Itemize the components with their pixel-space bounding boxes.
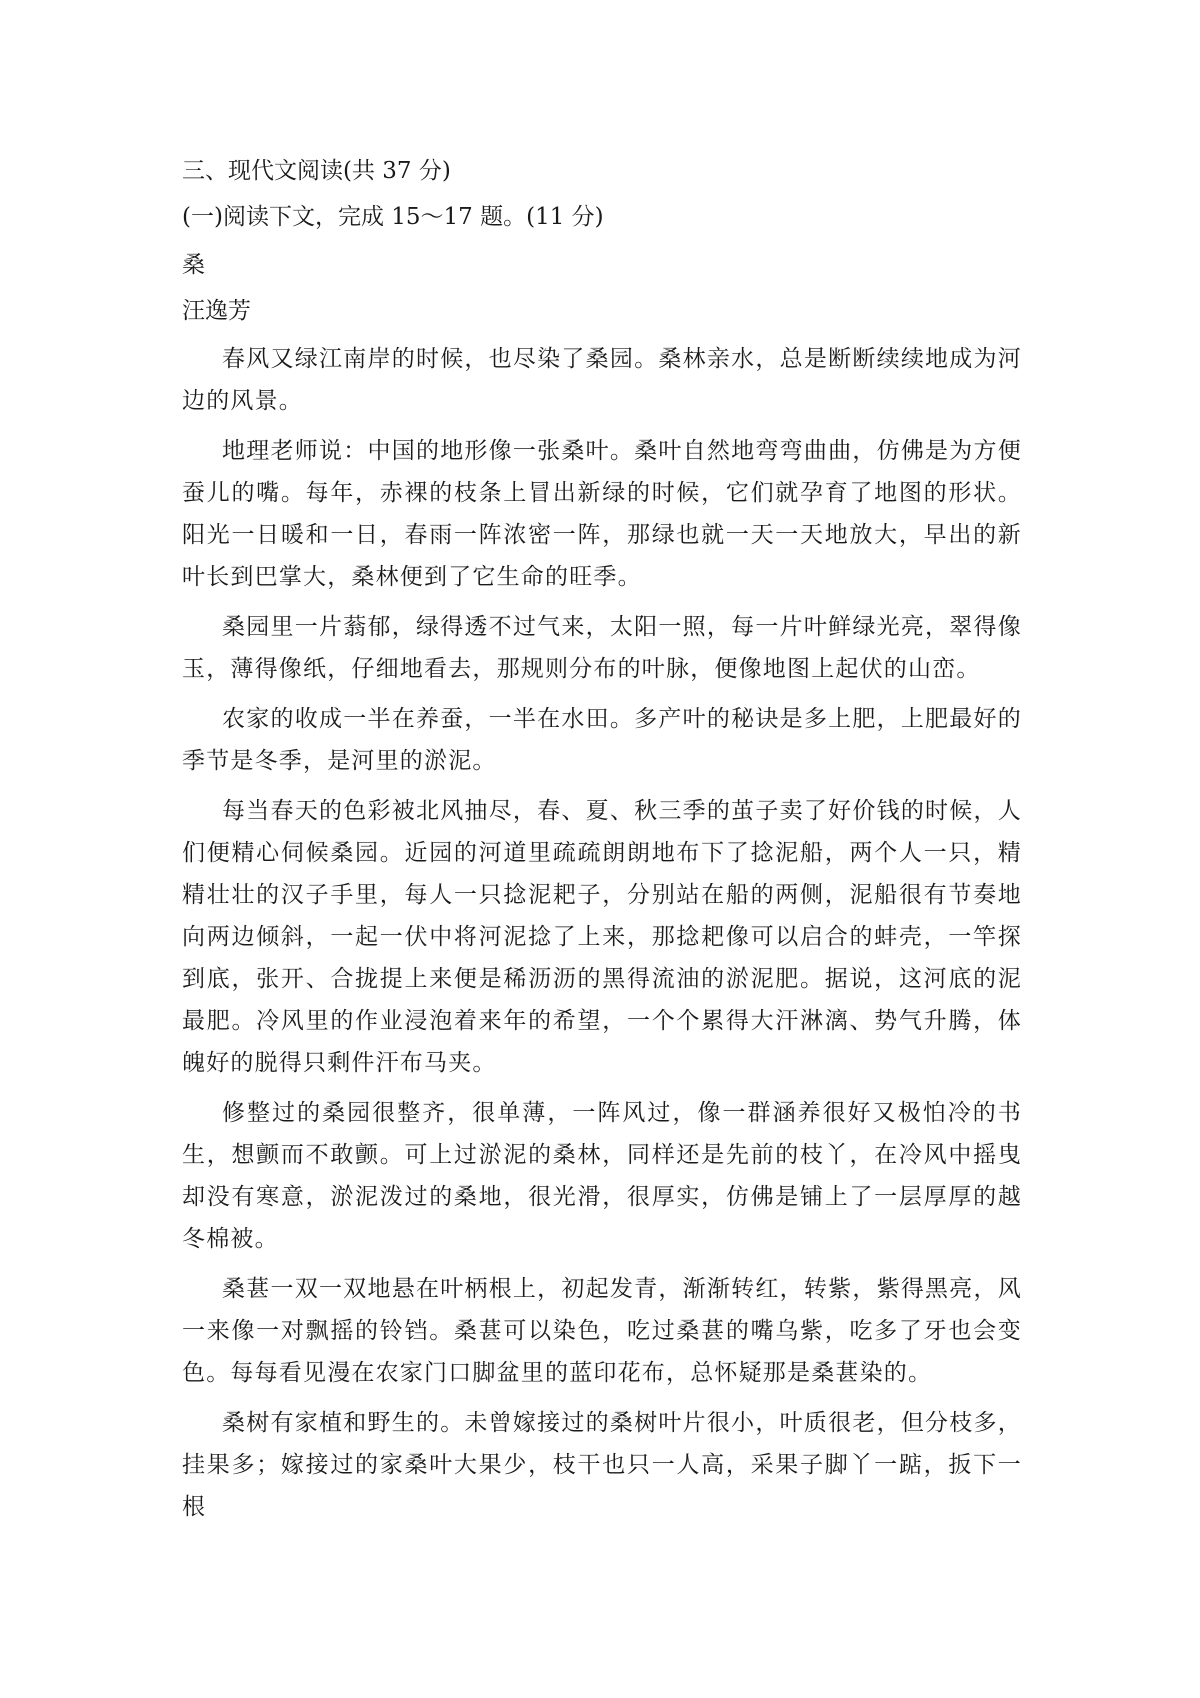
paragraph-7: 桑葚一双一双地悬在叶柄根上，初起发青，渐渐转红，转紫，紫得黑亮，风一来像一对飘摇的铃铛。桑葚可以染色，吃过桑葚的嘴乌紫，吃多了牙也会变色。每每看见漫在农家门口脚盆里的蓝印花布，总怀疑那是桑葚染的。 (182, 1276, 1022, 1386)
sub-heading: (一)阅读下文，完成 15～17 题。(11 分) (182, 204, 604, 230)
paragraph-4: 农家的收成一半在养蚕，一半在水田。多产叶的秘诀是多上肥，上肥最好的季节是冬季，是河里的淤泥。 (182, 706, 1022, 774)
paragraph-6: 修整过的桑园很整齐，很单薄，一阵风过，像一群涵养很好又极怕冷的书生，想颤而不敢颤。可上过淤泥的桑林，同样还是先前的枝丫，在冷风中摇曳却没有寒意，淤泥泼过的桑地，很光滑，很厚实，仿佛是铺上了一层厚厚的越冬棉被。 (182, 1100, 1022, 1252)
paragraph-5: 每当春天的色彩被北风抽尽，春、夏、秋三季的茧子卖了好价钱的时候，人们便精心伺候桑园。近园的河道里疏疏朗朗地布下了捻泥船，两个人一只，精精壮壮的汉子手里，每人一只捻泥耙子，分别站在船的两侧，泥船很有节奏地向两边倾斜，一起一伏中将河泥捻了上来，那捻耙像可以启合的蚌壳，一竿探到底，张开、合拢提上来便是稀沥沥的黑得流油的淤泥肥。据说，这河底的泥最肥。冷风里的作业浸泡着来年的希望，一个个累得大汗淋漓、势气升腾，体魄好的脱得只剩件汗布马夹。 (182, 798, 1022, 1076)
article-author: 汪逸芳 (182, 298, 251, 324)
paragraph-1: 春风又绿江南岸的时候，也尽染了桑园。桑林亲水，总是断断续续地成为河边的风景。 (182, 346, 1022, 414)
paragraph-8: 桑树有家植和野生的。未曾嫁接过的桑树叶片很小，叶质很老，但分枝多，挂果多；嫁接过的家桑叶大果少，枝干也只一人高，采果子脚丫一踮，扳下一根 (182, 1410, 1022, 1520)
article-title: 桑 (182, 252, 205, 278)
document-page (182, 150, 1022, 1528)
section-heading: 三、现代文阅读(共 37 分) (182, 158, 451, 184)
paragraph-2: 地理老师说：中国的地形像一张桑叶。桑叶自然地弯弯曲曲，仿佛是为方便蚕儿的嘴。每年，赤裸的枝条上冒出新绿的时候，它们就孕育了地图的形状。阳光一日暖和一日，春雨一阵浓密一阵，那绿也就一天一天地放大，早出的新叶长到巴掌大，桑林便到了它生命的旺季。 (182, 438, 1022, 590)
paragraph-3: 桑园里一片蓊郁，绿得透不过气来，太阳一照，每一片叶鲜绿光亮，翠得像玉，薄得像纸，仔细地看去，那规则分布的叶脉，便像地图上起伏的山峦。 (182, 614, 1022, 682)
